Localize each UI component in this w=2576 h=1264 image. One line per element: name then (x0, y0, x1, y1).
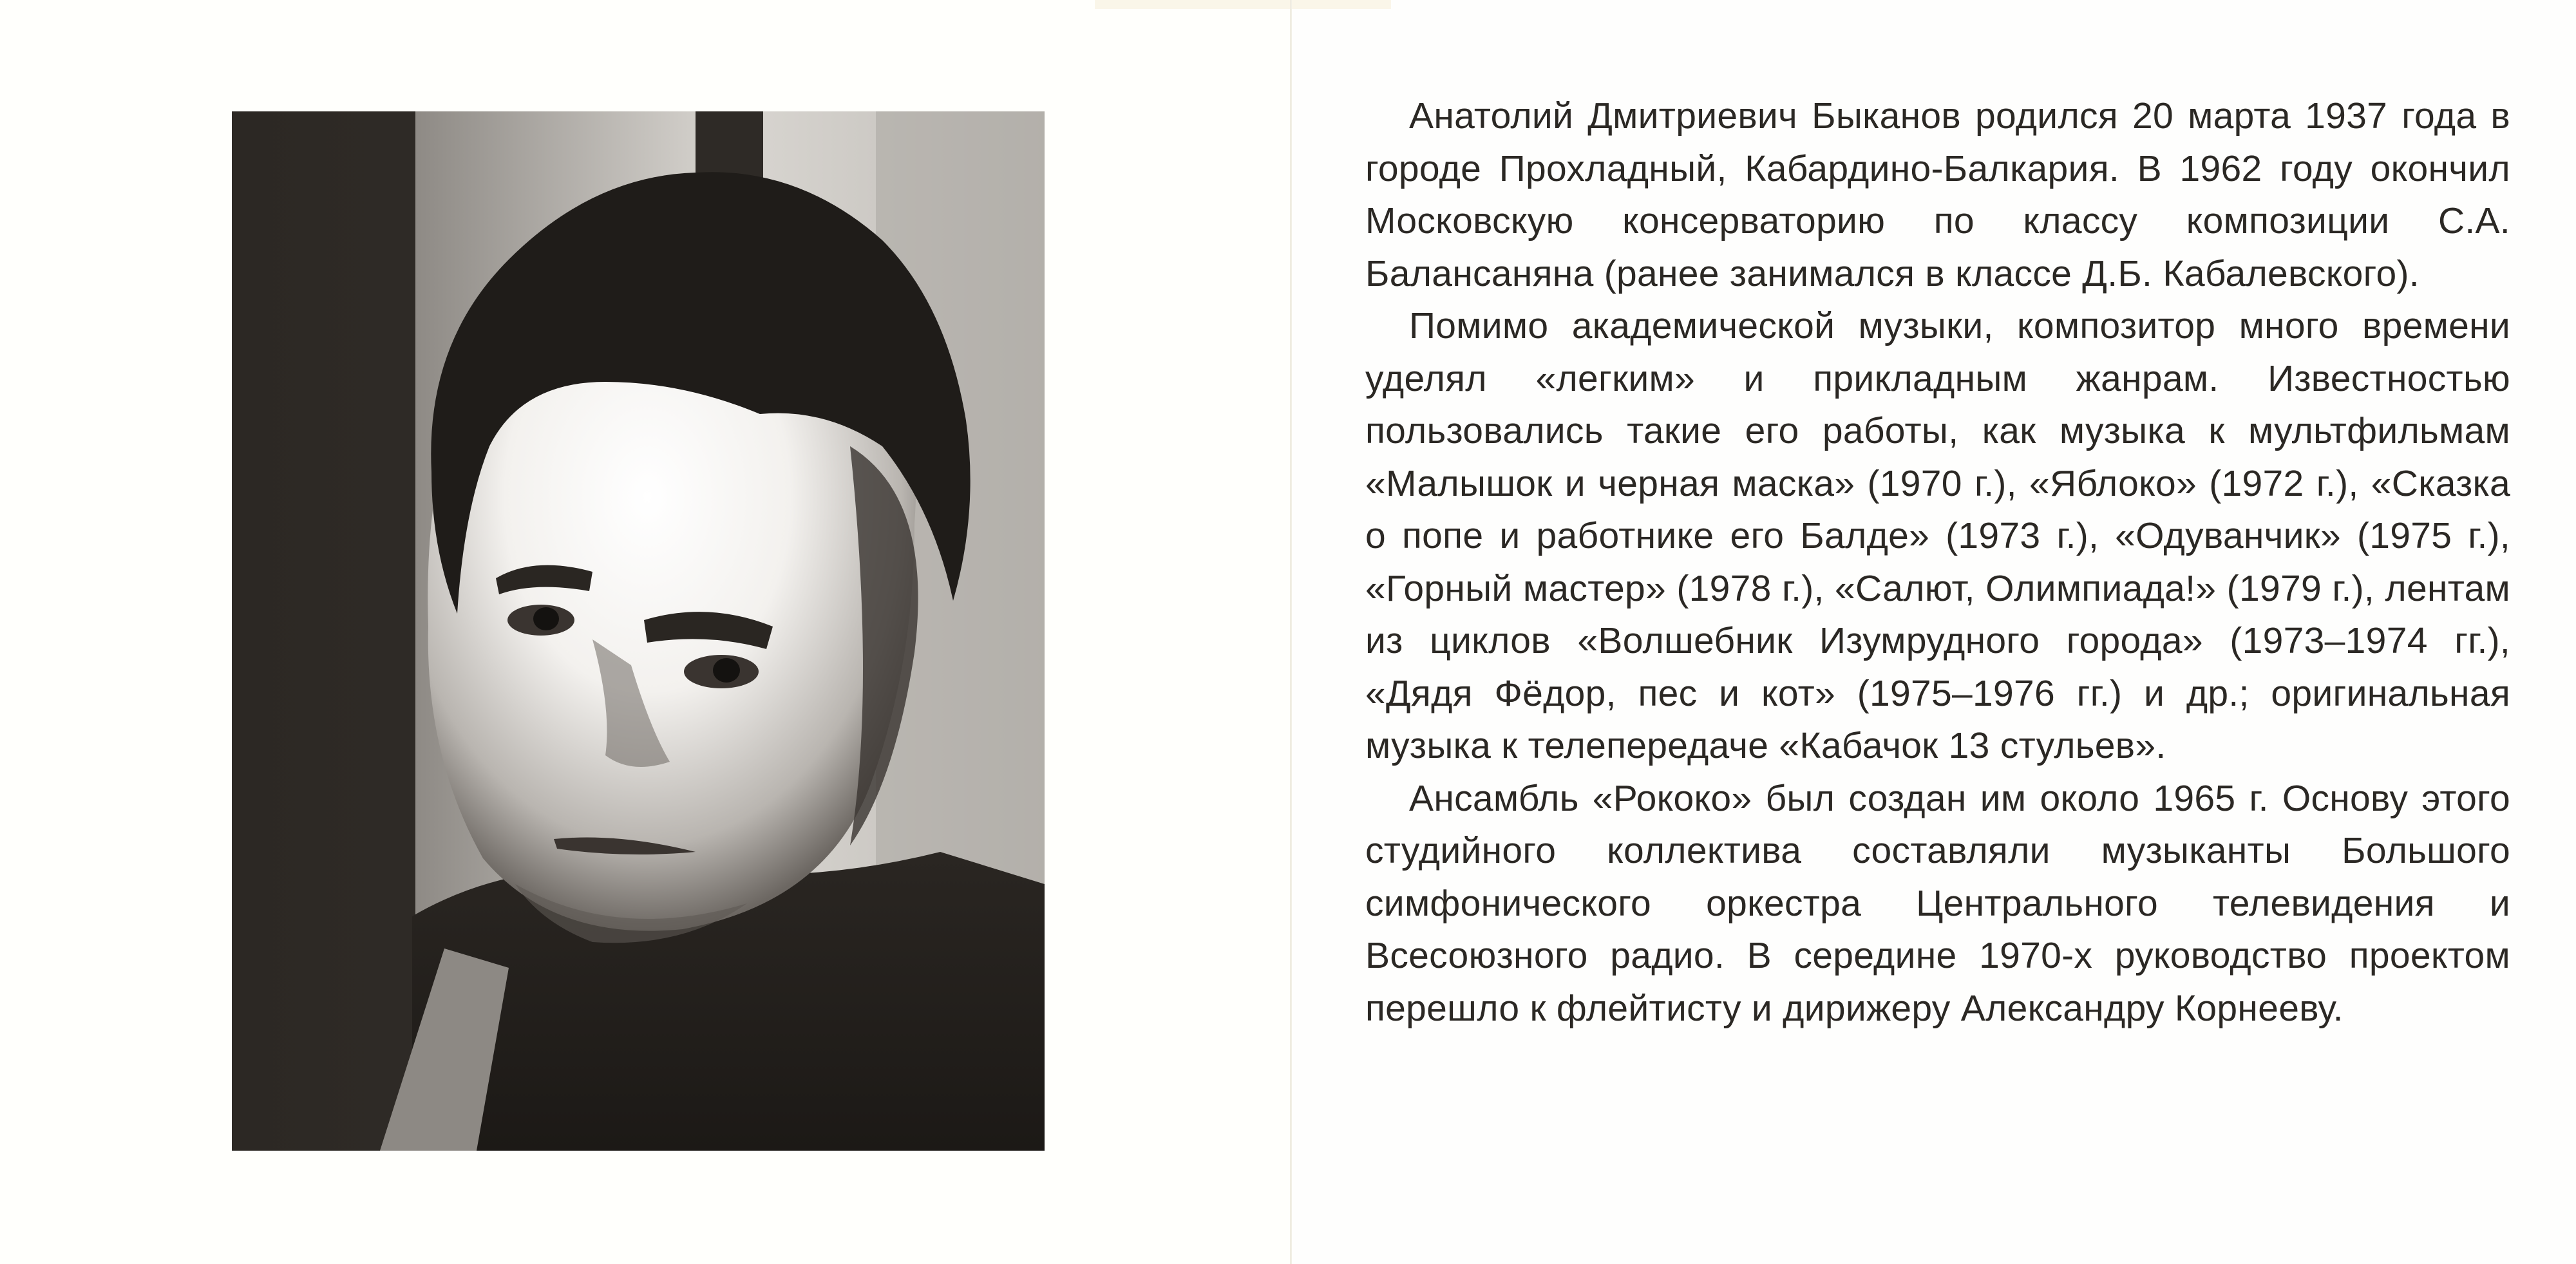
portrait-image (232, 111, 1045, 1151)
bio-paragraph-ensemble: Ансамбль «Рококо» был создан им около 1965 г. Основу этого студийного коллектива составляли музыканты Большого симфонического оркестра Центрального телевидения и Всесоюзного радио. В середине 1970-х руководство проектом перешло к флейтисту и дирижеру Александру Корнееву. (1365, 777, 2510, 1029)
bio-paragraph-birth-education: Анатолий Дмитриевич Быканов родился 20 марта 1937 года в городе Прохладный, Кабардино-Балкария. В 1962 году окончил Московскую консерваторию по классу композиции С.А. Балансаняна (ранее занимался в классе Д.Б. Кабалевского). (1365, 95, 2510, 294)
biography-text (1365, 90, 2510, 1035)
page-fold (1290, 0, 1292, 1264)
bio-paragraph-works: Помимо академической музыки, композитор много времени уделял «легким» и прикладным жанрам. Известностью пользовались такие его работы, как музыка к мультфильмам «Малышок и черная маска» (1970 г.), «Яблоко» (1972 г.), «Сказка о попе и работнике его Балде» (1973 г.), «Одуванчик» (1975 г.), «Горный мастер» (1978 г.), «Салют, Олимпиада!» (1979 г.), лентам из циклов «Волшебник Изумрудного города» (1973–1974 гг.), «Дядя Фёдор, пес и кот» (1975–1976 гг.) и др.; оригинальная музыка к телепередаче «Кабачок 13 стульев». (1365, 305, 2510, 766)
paper-tint (1095, 0, 1391, 9)
portrait-photo (232, 111, 1045, 1151)
